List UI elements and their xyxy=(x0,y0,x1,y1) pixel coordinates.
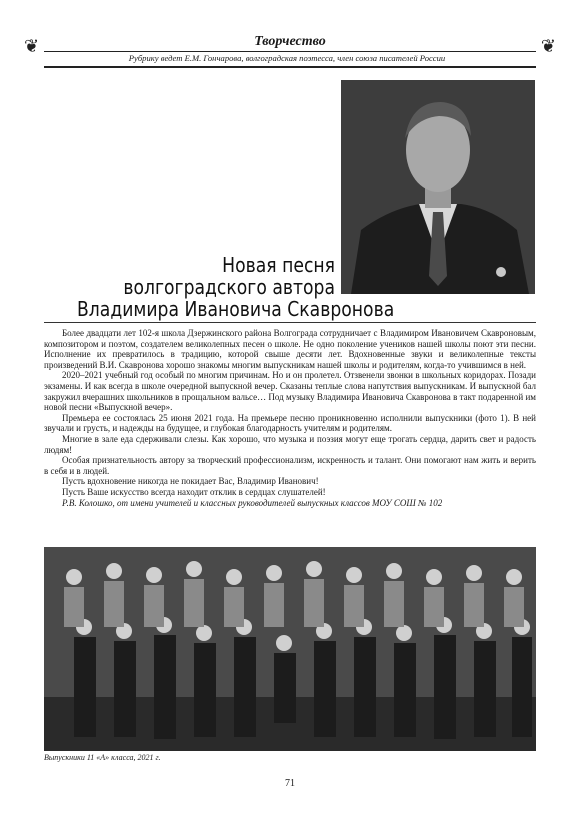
photo-caption: Выпускники 11 «А» класса, 2021 г. xyxy=(44,753,161,762)
title-underline xyxy=(44,322,536,323)
header-rule-top xyxy=(44,51,536,52)
paragraph-4: Многие в зале еда сдерживали слезы. Как хорошо, что музыка и поэзия могут еще трогать сердца, дарить свет и радость людям! xyxy=(44,433,536,455)
article-title xyxy=(77,253,395,321)
paragraph-5: Особая признательность автору за творческий профессионализм, искренность и талант. Они помогают нам жить и верить в себя и в людей. xyxy=(44,455,536,476)
article-title-line-3: Владимира Ивановича Скавронова xyxy=(77,297,395,321)
paragraph-3: Премьера ее состоялась 25 июня 2021 года. На премьере песню проникновенно исполнили выпускники (фото 1). В ней звучали и грусть, и надежды на будущее, и глубокая благодарность учителям и родителям. xyxy=(44,412,536,434)
ornament-right: ❦ xyxy=(540,36,556,56)
article-body xyxy=(44,328,536,508)
header-rule-bottom xyxy=(44,66,536,68)
page-number: 71 xyxy=(285,778,295,789)
article-title-line-1: Новая песня xyxy=(222,253,335,277)
author-portrait xyxy=(341,80,535,294)
paragraph-6: Пусть вдохновение никогда не покидает Вас, Владимир Иванович! xyxy=(62,476,319,487)
section-title: Творчество xyxy=(254,34,326,49)
graduates-photo xyxy=(44,547,536,751)
paragraph-2: 2020–2021 учебный год особый по многим причинам. Но и он пролетел. Отзвенели звонки в школьных коридорах. Позади экзамены. И как всегда в школе очередной выпускной вечер. Сказаны теплые слова напутствия выпускникам. И выпускной бал закружил вчерашних школьников в прощальном вальсе… Под музыку Владимира Ивановича Скавронова в такт подаренной им новой песни «Выпускной вечер». xyxy=(44,370,536,413)
rubric-subtitle: Рубрику ведет Е.М. Гончарова, волгоградская поэтесса, член союза писателей России xyxy=(128,53,446,63)
ornament-left: ❦ xyxy=(24,36,40,56)
paragraph-1: Более двадцати лет 102-я школа Дзержинского района Волгограда сотрудничает с Владимиром Ивановичем Скавроновым, композитором и поэтом, создателем великолепных песен о школе. Не одно поколение учеников нашей школы поют эти песни. Исполнение их превратилось в традицию, которой свыше десяти лет. Вдохновенные звуки и великолепные тексты произведений В.И. Скавронова хорошо знакомы многим выпускникам нашей школы и родителям, когда-то учившимся в ней. xyxy=(44,328,536,370)
paragraph-7: Пусть Ваше искусство всегда находит отклик в сердцах слушателей! xyxy=(62,486,326,497)
article-signature: Р.В. Колошко, от имени учителей и классных руководителей выпускных классов МОУ СОШ № 102 xyxy=(62,497,443,508)
article-title-line-2: волгоградского автора xyxy=(123,275,335,299)
